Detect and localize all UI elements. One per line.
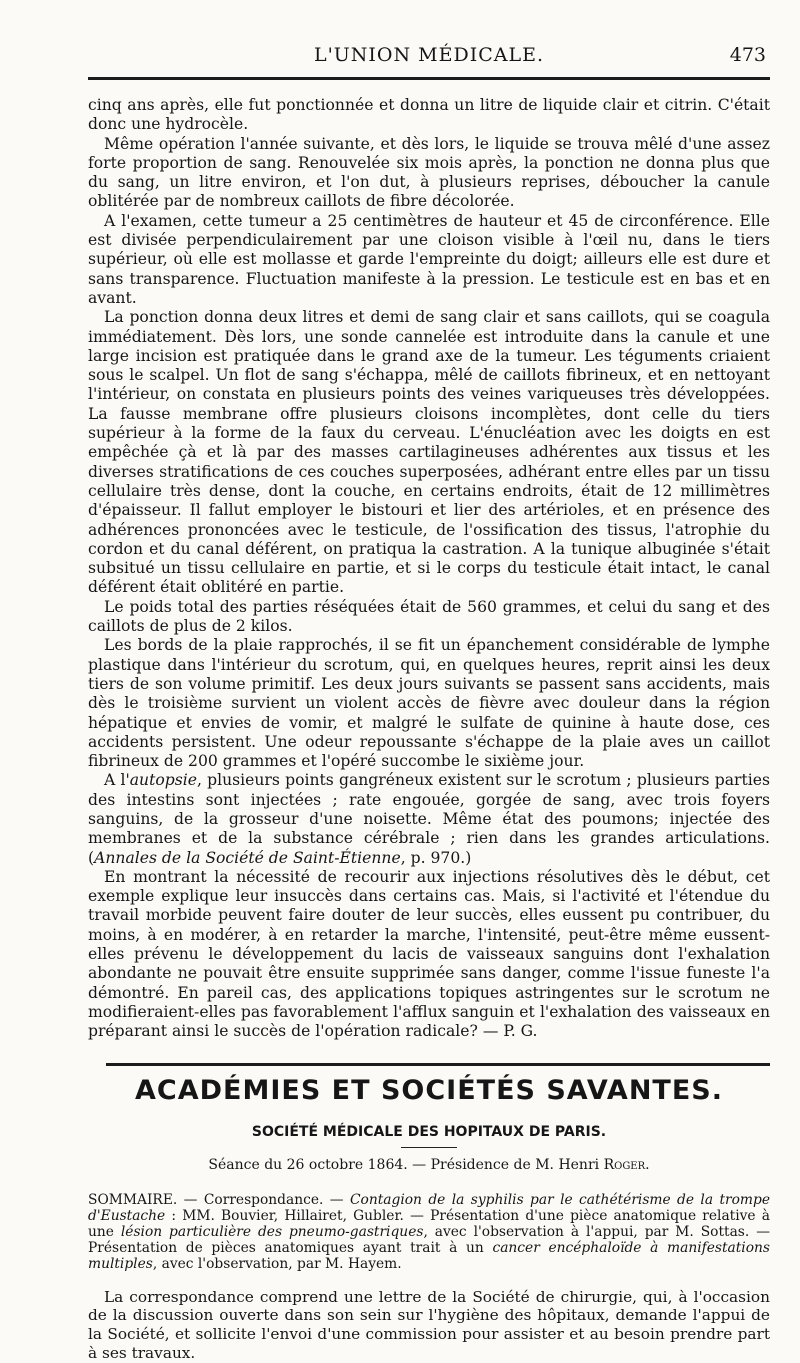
running-head xyxy=(88,0,770,70)
closing-paragraph: En montrant la nécessité de recourir aux injections résolutives dès le début, cet exemple explique leur insuccès dans certains cas. Mais, si l'activité et l'étendue du travail morbide peuvent faire douter de leur succès, elles eussent pu contribuer, du moins, à en modérer, à en retarder la marche, l'intensité, peut-être même eussent-elles prévenu le développement du lacis de vaisseaux sanguins dont l'exhalation abondante ne pouvait être ensuite supprimée sans danger, comme l'issue funeste l'a démontré. En pareil cas, des applications topiques astringentes sur le scrotum ne modifieraient-elles pas favorablement l'afflux sanguin et l'exhalation des vaisseaux en préparant ainsi le succès de l'opération radicale? — P. G. xyxy=(88,867,770,1041)
summary-text: — Correspondance. — xyxy=(177,1191,350,1208)
summary-text: , avec l'observation à l'appui, par M. Sottas. — Présentation de pièces anatomiques ayant trait à un xyxy=(88,1223,770,1257)
paragraph: cinq ans après, elle fut ponctionnée et donna un litre de liquide clair et citrin. C'était donc une hydrocèle. xyxy=(88,96,770,134)
paragraph: Les bords de la plaie rapprochés, il se fit un épanchement considérable de lymphe plastique dans l'intérieur du scrotum, qui, en quelques heures, reprit ainsi les deux tiers de son volume primitif. Les deux jours suivants se passent sans accidents, mais dès le troisième survient un violent accès de fièvre avec douleur dans la région hépatique et envies de vomir, et malgré le sulfate de quinine à haute dose, ces accidents persistent. Une odeur repoussante s'échappe de la plaie aves un caillot fibrineux de 200 grammes et l'opéré succombe le sixième jour. xyxy=(88,636,770,771)
session-text: Séance du 26 octobre 1864. — Présidence de M. Henri xyxy=(208,1156,604,1173)
summary-topic: Contagion de la syphilis par le cathétérisme de la trompe d'Eustache xyxy=(88,1191,770,1224)
paragraph: La ponction donna deux litres et demi de sang clair et sans caillots, qui se coagula immédiatement. Dès lors, une sonde cannelée est introduite dans la canule et une large incision est pratiquée dans le grand axe de la tumeur. Les téguments criaient sous le scalpel. Un flot de sang s'échappa, mêlé de caillots fibrineux, et en nettoyant l'intérieur, on constata en plusieurs points des veines variqueuses très développées. La fausse membrane offre plusieurs cloisons incomplètes, dont celle du tiers supérieur à la forme de la faux du cerveau. L'énucléation avec les doigts en est empêchée çà et là par des masses cartilagineuses adhérentes aux tissus et les diverses stratifications de ces couches superposées, adhérant entre elles par un tissu cellulaire très dense, dont la couche, en certains endroits, était de 12 millimètres d'épaisseur. Il fallut employer le bistouri et lier des artérioles, et en présence des adhérences prononcées avec le testicule, de l'ossification des tissus, l'atrophie du cordon et du canal déférent, on pratiqua la castration. A la tunique albuginée s'était subsitué un tissu cellulaire en partie, et si le corps du testicule était intact, le canal déférent était oblitéré en partie. xyxy=(88,308,770,597)
section-title: ACADÉMIES ET SOCIÉTÉS SAVANTES. xyxy=(135,1074,723,1106)
summary-text: , avec l'observation, par M. Hayem. xyxy=(152,1256,402,1273)
autopsy-lead: A l' xyxy=(104,771,130,790)
session-line xyxy=(88,1157,770,1173)
source-citation-tail: , p. 970.) xyxy=(400,848,472,867)
source-citation: Annales de la Société de Saint-Étienne xyxy=(94,848,401,867)
president-surname: Roger xyxy=(603,1156,646,1173)
journal-title: L'UNION MÉDICALE. xyxy=(313,44,545,66)
short-rule xyxy=(401,1147,457,1148)
autopsy-paragraph xyxy=(88,771,770,867)
autopsy-text: , plusieurs points gangréneux existent sur le scrotum ; plusieurs parties des intestins sont injectées ; rate engouée, gorgée de sang, avec trois foyers sanguins, de la grosseur d'une noisette. Même état des poumons; injectée des membranes et de la substance cérébrale ; rien dans les grandes articulations. ( xyxy=(88,771,770,867)
header-rule xyxy=(88,77,770,80)
autopsy-italic: autopsie xyxy=(129,771,197,790)
session-end: . xyxy=(645,1156,650,1173)
summary-text: : MM. Bouvier, Hillairet, Gubler. — Présentation d'une pièce anatomique relative à une xyxy=(88,1207,770,1240)
article-body xyxy=(88,96,770,1042)
summary-topic: lésion particulière des pneumo-gastriques xyxy=(120,1223,424,1240)
paragraph: Le poids total des parties réséquées était de 560 grammes, et celui du sang et des caillots de plus de 2 kilos. xyxy=(88,597,770,636)
summary-topic: cancer encéphaloïde à manifestations multiples xyxy=(88,1240,770,1273)
page-number: 473 xyxy=(729,44,766,66)
section-rule xyxy=(106,1063,770,1066)
paragraph: Même opération l'année suivante, et dès lors, le liquide se trouva mêlé d'une assez forte proportion de sang. Renouvelée six mois après, la ponction ne donna plus que du sang, un litre environ, et l'on dut, à plusieurs reprises, déboucher la canule oblitérée par de nombreux caillots de fibre décolorée. xyxy=(88,134,770,211)
correspondence-paragraph: La correspondance comprend une lettre de la Société de chirurgie, qui, à l'occasion de la discussion ouverte dans son sein sur l'hygiène des hôpitaux, demande l'appui de la Société, et sollicite l'envoi d'une commission pour assister et au besoin prendre part à ses travaux. xyxy=(88,1287,770,1363)
summary-label: SOMMAIRE. xyxy=(88,1191,178,1208)
society-title: SOCIÉTÉ MÉDICALE DES HOPITAUX DE PARIS. xyxy=(251,1123,607,1140)
summary xyxy=(88,1192,770,1273)
paragraph: A l'examen, cette tumeur a 25 centimètres de hauteur et 45 de circonférence. Elle est divisée perpendiculairement par une cloison visible à l'œil nu, dans le tiers supérieur, où elle est mollasse et garde l'empreinte du doigt; ailleurs elle est dure et sans transparence. Fluctuation manifeste à la pression. Le testicule est en bas et en avant. xyxy=(88,211,770,307)
